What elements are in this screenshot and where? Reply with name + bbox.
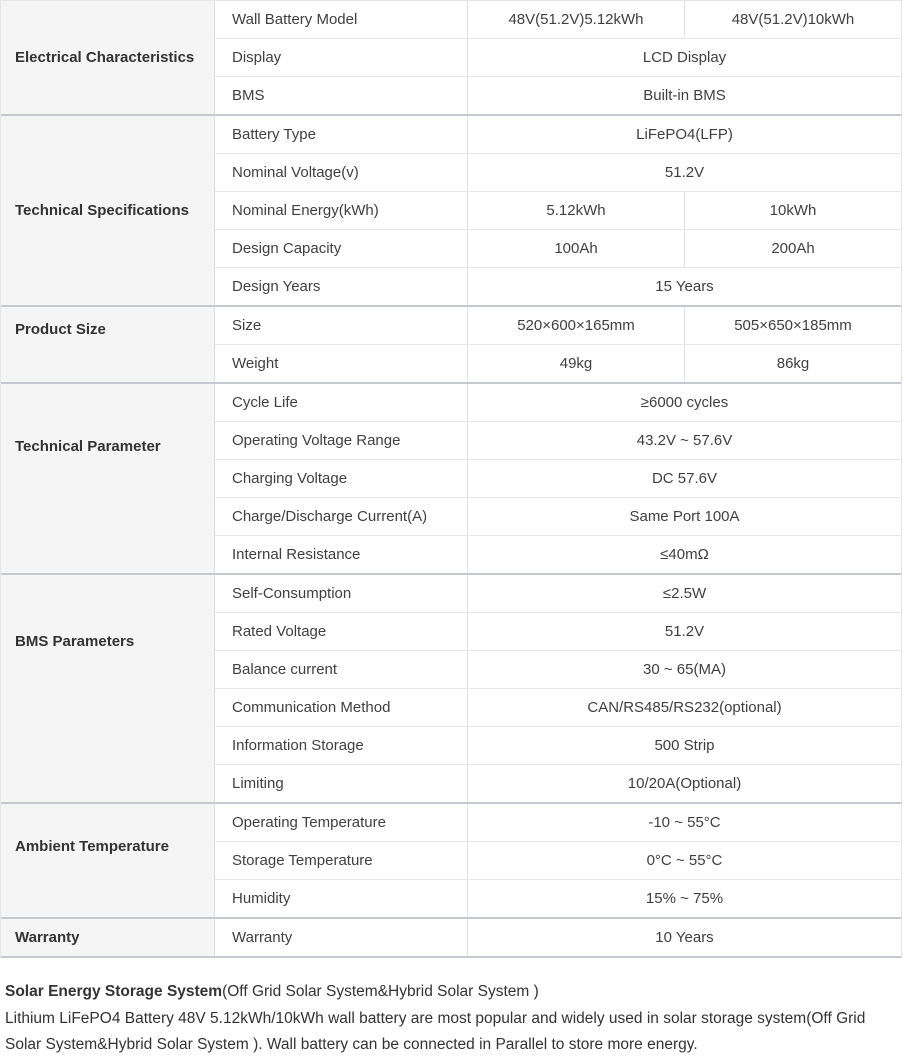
value-cell: 100Ah	[468, 230, 685, 267]
param-cell: Display	[215, 39, 468, 76]
value-cell: 10kWh	[769, 202, 817, 219]
value-cell: 520×600×165mm	[468, 307, 685, 344]
value-cell: Same Port 100A	[629, 508, 740, 525]
param-cell: Cycle Life	[215, 384, 468, 421]
footer-paragraph: Lithium LiFePO4 Battery 48V 5.12kWh/10kWh wall battery are most popular and widely used in solar storage system(Off Grid Solar System&Hybrid Solar System ). Wall battery can be connected in Parallel to store more energy.	[5, 1009, 866, 1053]
value-cell: 48V(51.2V)10kWh	[731, 11, 855, 28]
section-header: Electrical Characteristics	[1, 1, 215, 114]
value-cells	[468, 192, 901, 229]
value-cell: ≤2.5W	[662, 585, 707, 602]
value-cells	[468, 345, 901, 382]
table-row	[215, 77, 901, 114]
param-cell: Charge/Discharge Current(A)	[215, 498, 468, 535]
value-cell: 5.12kWh	[468, 192, 685, 229]
param-cell: Information Storage	[215, 727, 468, 764]
section-rows	[215, 575, 901, 802]
param-cell: Weight	[215, 345, 468, 382]
footer-title-bold: Solar Energy Storage System	[5, 983, 223, 1000]
table-row	[215, 268, 901, 305]
value-cell: 10/20A(Optional)	[627, 775, 742, 792]
value-cells	[468, 765, 901, 802]
section-rows	[215, 804, 901, 917]
table-row	[215, 498, 901, 536]
table-row	[215, 804, 901, 842]
value-cells	[468, 689, 901, 726]
section-technical-specifications	[1, 116, 901, 307]
param-cell: Design Capacity	[215, 230, 468, 267]
section-rows	[215, 1, 901, 114]
value-cell: 200Ah	[771, 240, 815, 257]
value-cells	[468, 116, 901, 153]
value-cell: 49kg	[468, 345, 685, 382]
value-cell: 15% ~ 75%	[645, 890, 724, 907]
param-cell: Nominal Voltage(v)	[215, 154, 468, 191]
footer-title-line	[5, 979, 900, 1006]
table-row	[215, 575, 901, 613]
value-cells	[468, 919, 901, 956]
table-row	[215, 880, 901, 917]
section-rows	[215, 384, 901, 573]
section-rows	[215, 307, 901, 382]
value-cell: 86kg	[776, 355, 810, 372]
section-rows	[215, 116, 901, 305]
value-cell: 505×650×185mm	[734, 317, 852, 334]
param-cell: BMS	[215, 77, 468, 114]
value-cells	[468, 307, 901, 344]
param-cell: Self-Consumption	[215, 575, 468, 612]
value-cell: 51.2V	[664, 164, 705, 181]
table-row	[215, 689, 901, 727]
table-row	[215, 154, 901, 192]
param-cell: Operating Temperature	[215, 804, 468, 841]
value-cells	[468, 384, 901, 421]
value-cells	[468, 613, 901, 650]
value-cells	[468, 39, 901, 76]
section-header: Warranty	[1, 919, 215, 956]
param-cell: Design Years	[215, 268, 468, 305]
table-row	[215, 192, 901, 230]
param-cell: Rated Voltage	[215, 613, 468, 650]
param-cell: Humidity	[215, 880, 468, 917]
table-row	[215, 384, 901, 422]
section-product-size	[1, 307, 901, 384]
param-cell: Balance current	[215, 651, 468, 688]
section-ambient-temperature	[1, 804, 901, 919]
param-cell: Charging Voltage	[215, 460, 468, 497]
value-cell: 15 Years	[655, 278, 714, 295]
value-cell: DC 57.6V	[651, 470, 718, 487]
value-cell: 48V(51.2V)5.12kWh	[468, 1, 685, 38]
param-cell: Battery Type	[215, 116, 468, 153]
value-cell: CAN/RS485/RS232(optional)	[587, 699, 782, 716]
table-row	[215, 1, 901, 39]
section-bms-parameters	[1, 575, 901, 804]
footer-text	[5, 979, 900, 1059]
value-cell: 0°C ~ 55°C	[646, 852, 723, 869]
table-row	[215, 765, 901, 802]
value-cells	[468, 651, 901, 688]
section-header: Technical Specifications	[1, 116, 215, 305]
value-cells	[468, 422, 901, 459]
section-technical-parameter	[1, 384, 901, 575]
table-row	[215, 613, 901, 651]
param-cell: Size	[215, 307, 468, 344]
value-cells	[468, 268, 901, 305]
section-header: Ambient Temperature	[1, 804, 215, 917]
value-cell: ≤40mΩ	[660, 546, 709, 563]
section-electrical-characteristics	[1, 1, 901, 116]
value-cells	[468, 536, 901, 573]
table-row	[215, 727, 901, 765]
footer-title-rest: (Off Grid Solar System&Hybrid Solar System )	[222, 983, 539, 1000]
value-cell: LiFePO4(LFP)	[636, 126, 733, 143]
table-row	[215, 345, 901, 382]
value-cells	[468, 77, 901, 114]
value-cell: 500 Strip	[654, 737, 715, 754]
section-warranty	[1, 919, 901, 958]
value-cell: 43.2V ~ 57.6V	[636, 432, 733, 449]
param-cell: Storage Temperature	[215, 842, 468, 879]
value-cells	[468, 460, 901, 497]
value-cells	[468, 1, 901, 38]
table-row	[215, 651, 901, 689]
param-cell: Warranty	[215, 919, 468, 956]
value-cells	[468, 230, 901, 267]
value-cell: ≥6000 cycles	[640, 394, 729, 411]
value-cells	[468, 842, 901, 879]
value-cells	[468, 154, 901, 191]
value-cell: LCD Display	[642, 49, 727, 66]
value-cell: -10 ~ 55°C	[648, 814, 721, 831]
table-row	[215, 842, 901, 880]
param-cell: Operating Voltage Range	[215, 422, 468, 459]
value-cell: 51.2V	[664, 623, 705, 640]
value-cells	[468, 727, 901, 764]
table-row	[215, 230, 901, 268]
table-row	[215, 422, 901, 460]
section-header: BMS Parameters	[1, 575, 215, 802]
value-cells	[468, 880, 901, 917]
param-cell: Limiting	[215, 765, 468, 802]
table-row	[215, 536, 901, 573]
table-row	[215, 919, 901, 956]
table-row	[215, 116, 901, 154]
value-cells	[468, 804, 901, 841]
value-cell: 30 ~ 65(MA)	[643, 661, 726, 678]
section-header: Technical Parameter	[1, 384, 215, 573]
table-row	[215, 307, 901, 345]
table-row	[215, 39, 901, 77]
section-header: Product Size	[1, 307, 215, 382]
value-cell: Built-in BMS	[643, 87, 726, 104]
param-cell: Wall Battery Model	[215, 1, 468, 38]
value-cells	[468, 575, 901, 612]
param-cell: Internal Resistance	[215, 536, 468, 573]
value-cells	[468, 498, 901, 535]
table-row	[215, 460, 901, 498]
section-rows	[215, 919, 901, 956]
param-cell: Communication Method	[215, 689, 468, 726]
value-cell: 10 Years	[655, 929, 714, 946]
param-cell: Nominal Energy(kWh)	[215, 192, 468, 229]
